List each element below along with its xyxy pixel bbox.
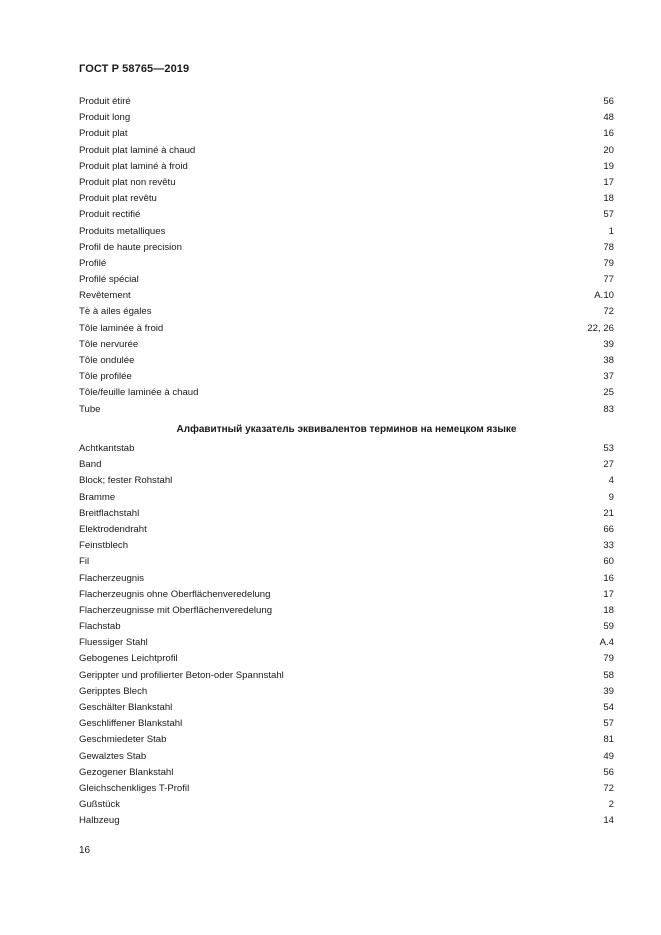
index-term: Geripptes Blech [79, 685, 148, 697]
index-term: Revêtement [79, 290, 131, 302]
index-term: Geschälter Blankstahl [79, 702, 173, 713]
index-ref-number: 20 [603, 144, 614, 156]
index-term: Tè à ailes égales [79, 306, 152, 318]
index-entry [79, 256, 614, 272]
index-entry [79, 651, 614, 667]
index-entry [79, 538, 614, 554]
index-term: Gerippter und profilierter Beton-oder Spannstahl [79, 669, 284, 681]
index-term: Tôle/feuille laminée à chaud [79, 387, 199, 399]
index-term: Gebogenes Leichtprofil [79, 653, 178, 665]
index-entry [79, 506, 614, 522]
index-entry [79, 126, 614, 142]
index-term: Gewalztes Stab [79, 750, 147, 762]
index-entry [79, 441, 614, 457]
index-entry [79, 668, 614, 684]
index-entry [79, 813, 614, 829]
index-entry [79, 522, 614, 538]
index-ref-number: 16 [603, 572, 614, 584]
index-term: Gezogener Blankstahl [79, 766, 174, 778]
index-ref-number: A.4 [599, 637, 614, 649]
page-number: 16 [79, 845, 91, 856]
index-term: Tube [79, 403, 101, 415]
index-entry [79, 272, 614, 288]
index-term: Gleichschenkliges T-Profil [79, 782, 190, 794]
index-entry [79, 554, 614, 570]
index-entry [79, 159, 614, 175]
index-ref-number: 14 [603, 815, 614, 827]
french-index-list [79, 94, 614, 418]
index-term: Flacherzeugnisse mit Oberflächenveredelung [79, 604, 273, 616]
index-ref-number: 1 [608, 225, 614, 237]
index-entry [79, 207, 614, 223]
german-index-list [79, 441, 614, 830]
index-ref-number: 19 [603, 160, 614, 172]
index-ref-number: 78 [603, 241, 614, 253]
index-entry [79, 369, 614, 385]
index-entry [79, 337, 614, 353]
index-ref-number: 4 [608, 475, 614, 487]
index-ref-number: 49 [603, 750, 614, 762]
index-ref-number: 18 [603, 604, 614, 616]
index-ref-number: 16 [603, 128, 614, 140]
index-ref-number: 22, 26 [587, 322, 614, 334]
index-term: Produit long [79, 112, 131, 124]
index-ref-number: 39 [603, 685, 614, 697]
index-entry [79, 175, 614, 191]
index-ref-number: 33 [603, 540, 614, 552]
index-term: Flacherzeugnis ohne Oberflächenveredelung [79, 588, 271, 600]
index-entry [79, 765, 614, 781]
index-entry [79, 797, 614, 813]
index-term: Profilé [79, 257, 107, 269]
index-entry [79, 402, 614, 418]
index-ref-number: 72 [603, 306, 614, 318]
index-term: Tôle nervurée [79, 338, 139, 350]
index-ref-number: 9 [608, 491, 614, 503]
german-section-title: Алфавитный указатель эквивалентов терминов на немецком языке [176, 424, 517, 435]
index-ref-number: 60 [603, 556, 614, 568]
index-term: Gußstück [79, 799, 121, 811]
index-entry [79, 749, 614, 765]
index-entry [79, 684, 614, 700]
index-term: Produit plat laminé à chaud [79, 144, 196, 156]
index-ref-number: 37 [603, 371, 614, 383]
index-entry [79, 353, 614, 369]
index-term: Produit plat [79, 128, 128, 140]
index-term: Produit rectifié [79, 209, 141, 221]
index-term: Tôle ondulée [79, 355, 135, 366]
index-ref-number: 17 [603, 176, 614, 188]
index-ref-number: 79 [603, 653, 614, 665]
index-ref-number: 25 [603, 387, 614, 399]
index-entry [79, 490, 614, 506]
index-ref-number: 54 [603, 702, 614, 713]
index-term: Produit plat revêtu [79, 193, 157, 205]
index-term: Feinstblech [79, 540, 129, 552]
index-term: Band [79, 459, 102, 471]
index-entry [79, 619, 614, 635]
index-ref-number: 81 [603, 734, 614, 746]
index-ref-number: 53 [603, 443, 614, 454]
index-ref-number: 21 [603, 507, 614, 519]
index-term: Geschmiedeter Stab [79, 734, 167, 746]
index-ref-number: 17 [603, 588, 614, 600]
index-term: Produit plat non revêtu [79, 176, 176, 188]
index-term: Flachstab [79, 621, 121, 633]
index-ref-number: 56 [603, 766, 614, 778]
index-ref-number: 27 [603, 459, 614, 471]
index-ref-number: 48 [603, 112, 614, 124]
index-term: Halbzeug [79, 815, 120, 827]
index-entry [79, 457, 614, 473]
index-term: Breitflachstahl [79, 507, 140, 519]
index-ref-number: 83 [603, 403, 614, 415]
index-entry [79, 473, 614, 489]
index-ref-number: 38 [603, 355, 614, 366]
document-header: ГОСТ Р 58765—2019 [79, 63, 190, 75]
index-term: Profil de haute precision [79, 241, 182, 253]
index-term: Elektrodendraht [79, 523, 147, 535]
index-term: Block; fester Rohstahl [79, 475, 173, 487]
index-term: Produit plat laminé à froid [79, 160, 188, 172]
index-term: Tôle profilée [79, 371, 132, 383]
index-ref-number: 79 [603, 257, 614, 269]
index-term: Profilé spécial [79, 274, 139, 286]
index-entry [79, 110, 614, 126]
index-term: Produits metalliques [79, 225, 166, 237]
index-entry [79, 700, 614, 716]
index-ref-number: 77 [603, 274, 614, 286]
index-ref-number: 58 [603, 669, 614, 681]
index-term: Geschliffener Blankstahl [79, 718, 183, 730]
index-ref-number: 39 [603, 338, 614, 350]
index-entry [79, 781, 614, 797]
index-ref-number: 57 [603, 718, 614, 730]
index-ref-number: 59 [603, 621, 614, 633]
index-ref-number: 18 [603, 193, 614, 205]
index-entry [79, 240, 614, 256]
index-ref-number: 72 [603, 782, 614, 794]
index-ref-number: 57 [603, 209, 614, 221]
index-entry [79, 635, 614, 651]
index-term: Fluessiger Stahl [79, 637, 148, 649]
index-term: Flacherzeugnis [79, 572, 145, 584]
index-ref-number: A.10 [594, 290, 614, 302]
index-term: Achtkantstab [79, 443, 135, 454]
index-term: Fil [79, 556, 90, 568]
index-entry [79, 191, 614, 207]
index-entry [79, 288, 614, 304]
index-term: Produit étiré [79, 96, 131, 107]
index-ref-number: 66 [603, 523, 614, 535]
index-term: Tôle laminée à froid [79, 322, 164, 334]
index-entry [79, 587, 614, 603]
index-entry [79, 143, 614, 159]
index-entry [79, 571, 614, 587]
index-entry [79, 716, 614, 732]
index-entry [79, 385, 614, 401]
index-entry [79, 321, 614, 337]
index-ref-number: 2 [608, 799, 614, 811]
index-entry [79, 732, 614, 748]
index-entry [79, 603, 614, 619]
index-term: Bramme [79, 491, 116, 503]
index-entry [79, 94, 614, 110]
index-ref-number: 56 [603, 96, 614, 107]
index-entry [79, 304, 614, 320]
index-entry [79, 224, 614, 240]
